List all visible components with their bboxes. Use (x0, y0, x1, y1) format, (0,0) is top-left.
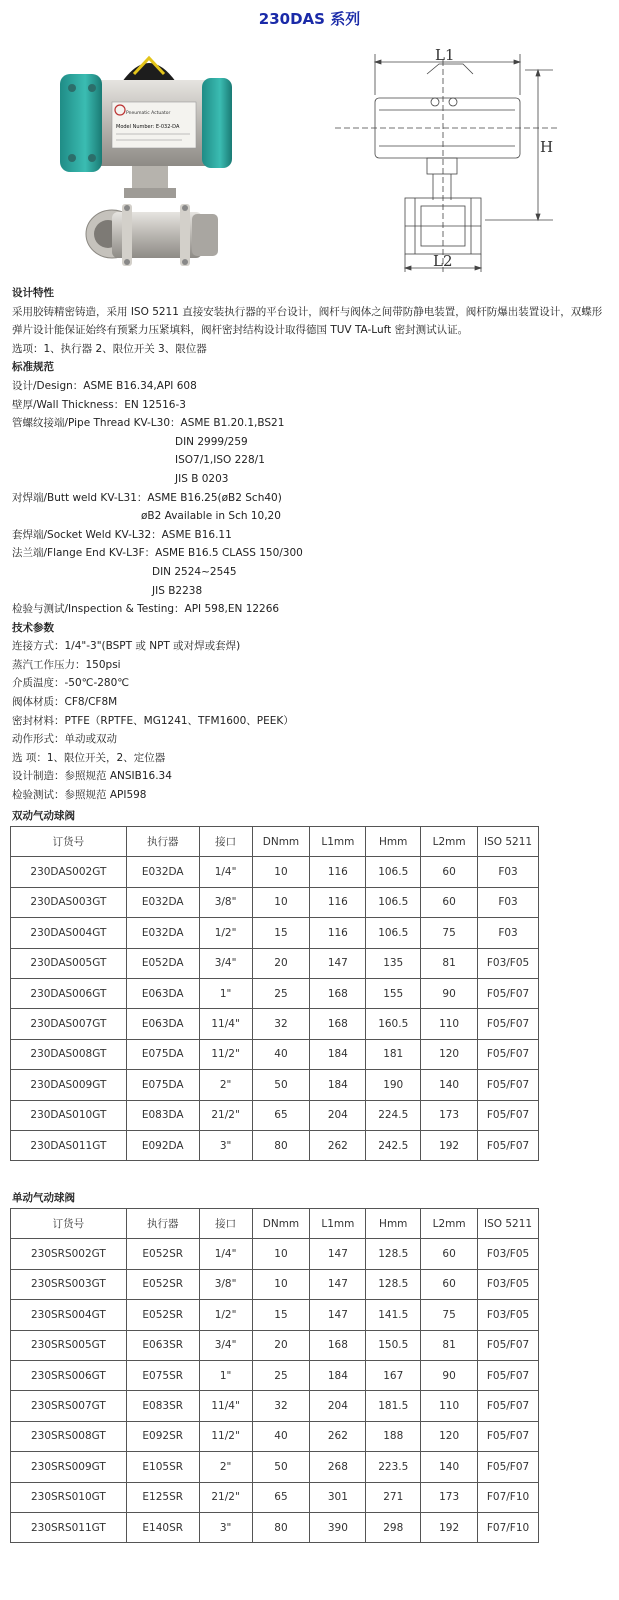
table-row (11, 978, 539, 1008)
table-row (11, 1391, 539, 1421)
table-cell: 65 (252, 1100, 310, 1130)
table-row (11, 1130, 539, 1160)
table-cell: E063DA (126, 1009, 199, 1039)
tech-temperature: 介质温度：-50℃-280℃ (12, 677, 130, 690)
table-cell: F05/F07 (478, 1391, 539, 1421)
table-cell: E063SR (126, 1330, 199, 1360)
table-cell: 230DAS005GT (11, 948, 127, 978)
table-cell: F03/F05 (478, 1300, 539, 1330)
table-cell: 1/4" (199, 1239, 252, 1269)
nameplate-model: Model Number: E-032-DA (116, 124, 180, 130)
table-cell: 390 (310, 1512, 366, 1542)
table-cell: E092SR (126, 1421, 199, 1451)
table-header-row (11, 1209, 539, 1239)
tech-design-standard: 设计制造：参照规范 ANSIB16.34 (12, 770, 172, 783)
table-cell: F05/F07 (478, 1330, 539, 1360)
table-cell: 106.5 (366, 918, 421, 948)
table-cell: 141.5 (366, 1300, 421, 1330)
table-cell: E140SR (126, 1512, 199, 1542)
table-cell: E075SR (126, 1360, 199, 1390)
table-cell: 10 (252, 857, 310, 887)
table-row (11, 948, 539, 978)
table-cell: 230SRS011GT (11, 1512, 127, 1542)
standard-socket-weld: 套焊端/Socket Weld KV-L32：ASME B16.11 (12, 528, 232, 541)
table-cell: E032DA (126, 918, 199, 948)
table-cell: 230DAS002GT (11, 857, 127, 887)
table-cell: 3/8" (199, 1269, 252, 1299)
table-cell: 15 (252, 918, 310, 948)
standard-inspection: 检验与测试/Inspection & Testing：API 598,EN 12266 (12, 603, 280, 616)
table-cell: 10 (252, 1269, 310, 1299)
table-cell: 110 (421, 1009, 478, 1039)
table-cell: 15 (252, 1300, 310, 1330)
table-cell: 60 (421, 887, 478, 917)
table-cell: E032DA (126, 887, 199, 917)
column-header: L1mm (310, 827, 366, 857)
table-cell: 184 (310, 1360, 366, 1390)
table-row (11, 1300, 539, 1330)
table-cell: E105SR (126, 1452, 199, 1482)
spec-text (12, 284, 612, 805)
table-cell: 1/2" (199, 1300, 252, 1330)
table-cell: 262 (310, 1130, 366, 1160)
table-cell: 90 (421, 1360, 478, 1390)
table-cell: E083SR (126, 1391, 199, 1421)
table-cell: 192 (421, 1130, 478, 1160)
table-cell: 1/2" (199, 918, 252, 948)
table-cell: E052SR (126, 1239, 199, 1269)
table-cell: 32 (252, 1391, 310, 1421)
tech-testing: 检验测试：参照规范 API598 (12, 789, 147, 802)
tech-connection: 连接方式：1/4"-3"(BSPT 或 NPT 或对焊或套焊) (12, 640, 241, 653)
double-acting-table (10, 826, 539, 1161)
table-cell: 150.5 (366, 1330, 421, 1360)
table-cell: 167 (366, 1360, 421, 1390)
column-header: L2mm (421, 1209, 478, 1239)
table-cell: 160.5 (366, 1009, 421, 1039)
single-acting-title: 单动气动球阀 (12, 1192, 75, 1204)
table-row (11, 1239, 539, 1269)
table-cell: 181.5 (366, 1391, 421, 1421)
label-l2: L2 (433, 252, 453, 270)
standard-wall: 壁厚/Wall Thickness：EN 12516-3 (12, 398, 186, 411)
table-cell: 140 (421, 1452, 478, 1482)
column-header: L2mm (421, 827, 478, 857)
table-cell: 173 (421, 1100, 478, 1130)
table-cell: 181 (366, 1039, 421, 1069)
table-cell: E075DA (126, 1070, 199, 1100)
table-cell: 81 (421, 1330, 478, 1360)
column-header: 订货号 (11, 827, 127, 857)
column-header: Hmm (366, 1209, 421, 1239)
table-cell: 40 (252, 1039, 310, 1069)
table-cell: 188 (366, 1421, 421, 1451)
table-cell: 230SRS004GT (11, 1300, 127, 1330)
table-cell: 262 (310, 1421, 366, 1451)
table-cell: 230SRS006GT (11, 1360, 127, 1390)
table-cell: 184 (310, 1039, 366, 1069)
table-cell: 40 (252, 1421, 310, 1451)
column-header: ISO 5211 (478, 1209, 539, 1239)
table-cell: 10 (252, 887, 310, 917)
table-cell: 60 (421, 1269, 478, 1299)
table-row (11, 857, 539, 887)
table-cell: 230DAS004GT (11, 918, 127, 948)
standard-butt-weld: 对焊端/Butt weld KV-L31：ASME B16.25(øB2 Sch40) (12, 491, 282, 504)
table-row (11, 1512, 539, 1542)
table-cell: 147 (310, 1269, 366, 1299)
column-header: 接口 (199, 827, 252, 857)
table-cell: 230SRS009GT (11, 1452, 127, 1482)
table-cell: 147 (310, 1300, 366, 1330)
table-cell: 230DAS003GT (11, 887, 127, 917)
table-cell: F05/F07 (478, 978, 539, 1008)
table-cell: 106.5 (366, 857, 421, 887)
table-cell: 25 (252, 1360, 310, 1390)
standard-pipe-cont: DIN 2999/259 (175, 435, 248, 448)
table-cell: 21/2" (199, 1482, 252, 1512)
table-cell: 120 (421, 1421, 478, 1451)
table-cell: 116 (310, 887, 366, 917)
table-row (11, 918, 539, 948)
table-cell: 81 (421, 948, 478, 978)
table-row (11, 1482, 539, 1512)
table-cell: 75 (421, 918, 478, 948)
table-cell: F03 (478, 887, 539, 917)
table-cell: 60 (421, 857, 478, 887)
table-cell: 3" (199, 1512, 252, 1542)
table-cell: 230SRS002GT (11, 1239, 127, 1269)
table-row (11, 1039, 539, 1069)
table-cell: 230DAS010GT (11, 1100, 127, 1130)
table-cell: F03 (478, 857, 539, 887)
table-cell: 147 (310, 948, 366, 978)
tech-body-material: 阀体材质：CF8/CF8M (12, 696, 118, 709)
table-cell: 184 (310, 1070, 366, 1100)
table-cell: 135 (366, 948, 421, 978)
table-cell: 110 (421, 1391, 478, 1421)
standard-flange-cont: DIN 2524~2545 (152, 565, 237, 578)
table-cell: 21/2" (199, 1100, 252, 1130)
table-cell: 204 (310, 1391, 366, 1421)
table-cell: 65 (252, 1482, 310, 1512)
column-header: 接口 (199, 1209, 252, 1239)
table-cell: E052SR (126, 1300, 199, 1330)
column-header: DNmm (252, 1209, 310, 1239)
page-title: 230DAS 系列 (258, 10, 361, 28)
column-header: L1mm (310, 1209, 366, 1239)
nameplate-brand: Pneumatic Actuator (126, 111, 171, 116)
table-cell: 3/8" (199, 887, 252, 917)
table-cell: 20 (252, 1330, 310, 1360)
table-cell: 11/2" (199, 1039, 252, 1069)
column-header: 订货号 (11, 1209, 127, 1239)
table-cell: 301 (310, 1482, 366, 1512)
standard-butt-cont: øB2 Available in Sch 10,20 (141, 510, 281, 523)
table-cell: 168 (310, 1330, 366, 1360)
double-acting-title: 双动气动球阀 (12, 810, 75, 822)
table-cell: 224.5 (366, 1100, 421, 1130)
table-row (11, 1100, 539, 1130)
table-cell: 2" (199, 1070, 252, 1100)
table-cell: 168 (310, 978, 366, 1008)
table-cell: 10 (252, 1239, 310, 1269)
table-cell: 116 (310, 857, 366, 887)
standard-flange-cont: JIS B2238 (152, 584, 203, 597)
table-row (11, 1009, 539, 1039)
table-cell: F05/F07 (478, 1130, 539, 1160)
table-cell: 173 (421, 1482, 478, 1512)
table-cell: F03 (478, 918, 539, 948)
standard-pipe-cont: ISO7/1,ISO 228/1 (175, 454, 265, 467)
table-cell: F05/F07 (478, 1039, 539, 1069)
table-cell: F05/F07 (478, 1452, 539, 1482)
table-cell: 1/4" (199, 857, 252, 887)
label-h: H (540, 138, 554, 156)
label-l1: L1 (435, 46, 455, 64)
table-cell: 80 (252, 1130, 310, 1160)
table-cell: 230DAS006GT (11, 978, 127, 1008)
standard-pipe-thread: 管螺纹接端/Pipe Thread KV-L30：ASME B1.20.1,BS21 (12, 417, 285, 430)
table-cell: F03/F05 (478, 1239, 539, 1269)
table-cell: 11/4" (199, 1391, 252, 1421)
standards-heading: 标准规范 (12, 361, 54, 374)
table-cell: F05/F07 (478, 1100, 539, 1130)
tech-seal-material: 密封材料：PTFE（RPTFE、MG1241、TFM1600、PEEK） (12, 714, 294, 727)
table-cell: F05/F07 (478, 1009, 539, 1039)
table-row (11, 1330, 539, 1360)
table-cell: 128.5 (366, 1239, 421, 1269)
table-cell: E092DA (126, 1130, 199, 1160)
table-cell: 230SRS008GT (11, 1421, 127, 1451)
tech-options: 选 项：1、限位开关，2、定位器 (12, 751, 166, 764)
table-cell: 1" (199, 1360, 252, 1390)
table-cell: 242.5 (366, 1130, 421, 1160)
design-description: 采用胶铸精密铸造，采用 ISO 5211 直接安装执行器的平台设计，阀杆与阀体之间带防静电装置，阀杆防爆出装置设计，双蝶形弹片设计能保证始终有预紧力压紧填料，阀杆密封结构设计取得德国 TUV TA-Luft 密封测试认证。 (12, 305, 603, 337)
table-cell: F05/F07 (478, 1421, 539, 1451)
table-cell: E125SR (126, 1482, 199, 1512)
table-row (11, 1269, 539, 1299)
tech-action: 动作形式：单动或双动 (12, 733, 117, 746)
table-cell: 268 (310, 1452, 366, 1482)
single-acting-table (10, 1208, 539, 1543)
table-cell: 230SRS003GT (11, 1269, 127, 1299)
standard-design: 设计/Design：ASME B16.34,API 608 (12, 379, 197, 392)
table-cell: F05/F07 (478, 1070, 539, 1100)
table-cell: 147 (310, 1239, 366, 1269)
table-cell: 230DAS007GT (11, 1009, 127, 1039)
table-cell: 140 (421, 1070, 478, 1100)
table-cell: 75 (421, 1300, 478, 1330)
technical-heading: 技术参数 (12, 621, 54, 634)
design-heading: 设计特性 (12, 287, 54, 299)
dimension-drawing (335, 40, 570, 280)
table-cell: E063DA (126, 978, 199, 1008)
table-cell: E052DA (126, 948, 199, 978)
table-cell: 106.5 (366, 887, 421, 917)
table-cell: 32 (252, 1009, 310, 1039)
table-cell: 204 (310, 1100, 366, 1130)
table-row (11, 1452, 539, 1482)
table-cell: 3/4" (199, 948, 252, 978)
column-header: DNmm (252, 827, 310, 857)
table-cell: 128.5 (366, 1269, 421, 1299)
table-cell: 298 (366, 1512, 421, 1542)
table-cell: F07/F10 (478, 1482, 539, 1512)
design-options: 选项：1、执行器 2、限位开关 3、限位器 (12, 342, 207, 355)
table-row (11, 1360, 539, 1390)
table-cell: 230DAS009GT (11, 1070, 127, 1100)
table-cell: 25 (252, 978, 310, 1008)
table-cell: E052SR (126, 1269, 199, 1299)
table-cell: 116 (310, 918, 366, 948)
table-cell: F03/F05 (478, 1269, 539, 1299)
table-cell: 11/4" (199, 1009, 252, 1039)
table-cell: 168 (310, 1009, 366, 1039)
standard-flange: 法兰端/Flange End KV-L3F：ASME B16.5 CLASS 150/300 (12, 547, 303, 560)
table-cell: 50 (252, 1452, 310, 1482)
table-cell: 60 (421, 1239, 478, 1269)
table-cell: 80 (252, 1512, 310, 1542)
table-cell: 230DAS008GT (11, 1039, 127, 1069)
valve-photo (52, 44, 252, 274)
table-cell: 230DAS011GT (11, 1130, 127, 1160)
table-cell: 230SRS010GT (11, 1482, 127, 1512)
column-header: ISO 5211 (478, 827, 539, 857)
table-cell: 50 (252, 1070, 310, 1100)
table-cell: 11/2" (199, 1421, 252, 1451)
table-cell: 90 (421, 978, 478, 1008)
table-cell: 3/4" (199, 1330, 252, 1360)
table-cell: 192 (421, 1512, 478, 1542)
tech-pressure: 蒸汽工作压力：150psi (12, 658, 121, 671)
table-cell: 230SRS005GT (11, 1330, 127, 1360)
table-cell: 3" (199, 1130, 252, 1160)
table-header-row (11, 827, 539, 857)
table-cell: 223.5 (366, 1452, 421, 1482)
table-cell: F05/F07 (478, 1360, 539, 1390)
table-cell: 2" (199, 1452, 252, 1482)
table-cell: F03/F05 (478, 948, 539, 978)
table-cell: E075DA (126, 1039, 199, 1069)
table-cell: 20 (252, 948, 310, 978)
table-cell: E032DA (126, 857, 199, 887)
column-header: Hmm (366, 827, 421, 857)
table-cell: 230SRS007GT (11, 1391, 127, 1421)
column-header: 执行器 (126, 827, 199, 857)
table-cell: 120 (421, 1039, 478, 1069)
column-header: 执行器 (126, 1209, 199, 1239)
table-cell: F07/F10 (478, 1512, 539, 1542)
table-row (11, 887, 539, 917)
table-cell: 271 (366, 1482, 421, 1512)
table-row (11, 1421, 539, 1451)
standard-pipe-cont: JIS B 0203 (175, 472, 229, 485)
table-cell: 1" (199, 978, 252, 1008)
table-cell: 190 (366, 1070, 421, 1100)
table-cell: E083DA (126, 1100, 199, 1130)
table-cell: 155 (366, 978, 421, 1008)
table-row (11, 1070, 539, 1100)
